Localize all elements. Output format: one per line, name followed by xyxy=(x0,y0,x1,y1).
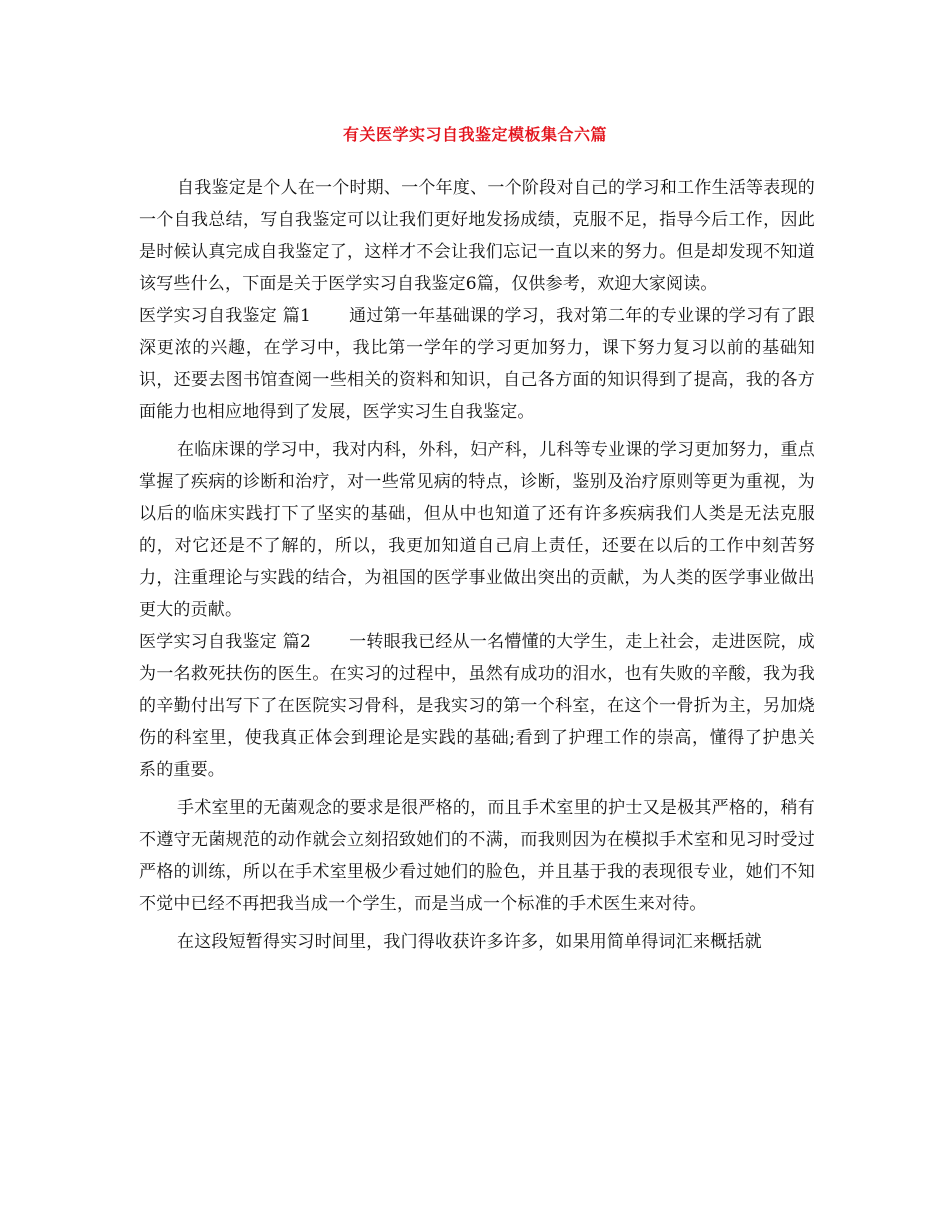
section-2-paragraph-1-text: 一转眼我已经从一名懵懂的大学生，走上社会，走进医院，成为一名救死扶伤的医生。在实习的过程中，虽然有成功的泪水，也有失败的辛酸，我为我的辛勤付出写下了在医院实习骨科，是我实习的第一个科室，在这个一骨折为主，另加烧伤的科室里，使我真正体会到理论是实践的基础;看到了护理工作的崇高，懂得了护患关系的重要。 xyxy=(139,632,815,780)
section-1-label: 医学实习自我鉴定 篇1 xyxy=(139,306,312,326)
section-2-paragraph-2: 手术室里的无菌观念的要求是很严格的，而且手术室里的护士又是极其严格的，稍有不遵守无菌规范的动作就会立刻招致她们的不满，而我则因为在模拟手术室和见习时受过严格的训练，所以在手术室里极少看过她们的脸色，并且基于我的表现很专业，她们不知不觉中已经不再把我当成一个学生，而是当成一个标准的手术医生来对待。 xyxy=(139,798,815,914)
document-title: 有关医学实习自我鉴定模板集合六篇 xyxy=(342,125,607,144)
section-1-paragraph-2: 在临床课的学习中，我对内科，外科，妇产科，儿科等专业课的学习更加努力，重点掌握了疾病的诊断和治疗，对一些常见病的特点，诊断，鉴别及治疗原则等更为重视，为以后的临床实践打下了坚实的基础，但从中也知道了还有许多疾病我们人类是无法克服的，对它还是不了解的，所以，我更加知道自己肩上责任，还要在以后的工作中刻苦努力，注重理论与实践的结合，为祖国的医学事业做出突出的贡献，为人类的医学事业做出更大的贡献。 xyxy=(139,440,815,620)
section-1-paragraph-1-text: 通过第一年基础课的学习，我对第二年的专业课的学习有了跟深更浓的兴趣，在学习中，我比第一学年的学习更加努力，课下努力复习以前的基础知识，还要去图书馆查阅一些相关的资料和知识，自己各方面的知识得到了提高，我的各方面能力也相应地得到了发展，医学实习生自我鉴定。 xyxy=(139,306,815,422)
section-1-paragraph-1 xyxy=(139,300,815,428)
section-2-label: 医学实习自我鉴定 篇2 xyxy=(139,632,312,652)
document-body xyxy=(139,172,815,958)
section-2-paragraph-3: 在这段短暂得实习时间里，我门得收获许多许多，如果用简单得词汇来概括就 xyxy=(177,932,762,952)
section-2-paragraph-1 xyxy=(139,626,815,786)
intro-paragraph: 自我鉴定是个人在一个时期、一个年度、一个阶段对自己的学习和工作生活等表现的一个自我总结，写自我鉴定可以让我们更好地发扬成绩，克服不足，指导今后工作，因此是时候认真完成自我鉴定了，这样才不会让我们忘记一直以来的努力。但是却发现不知道该写些什么，下面是关于医学实习自我鉴定6篇，仅供参考，欢迎大家阅读。 xyxy=(139,178,815,294)
